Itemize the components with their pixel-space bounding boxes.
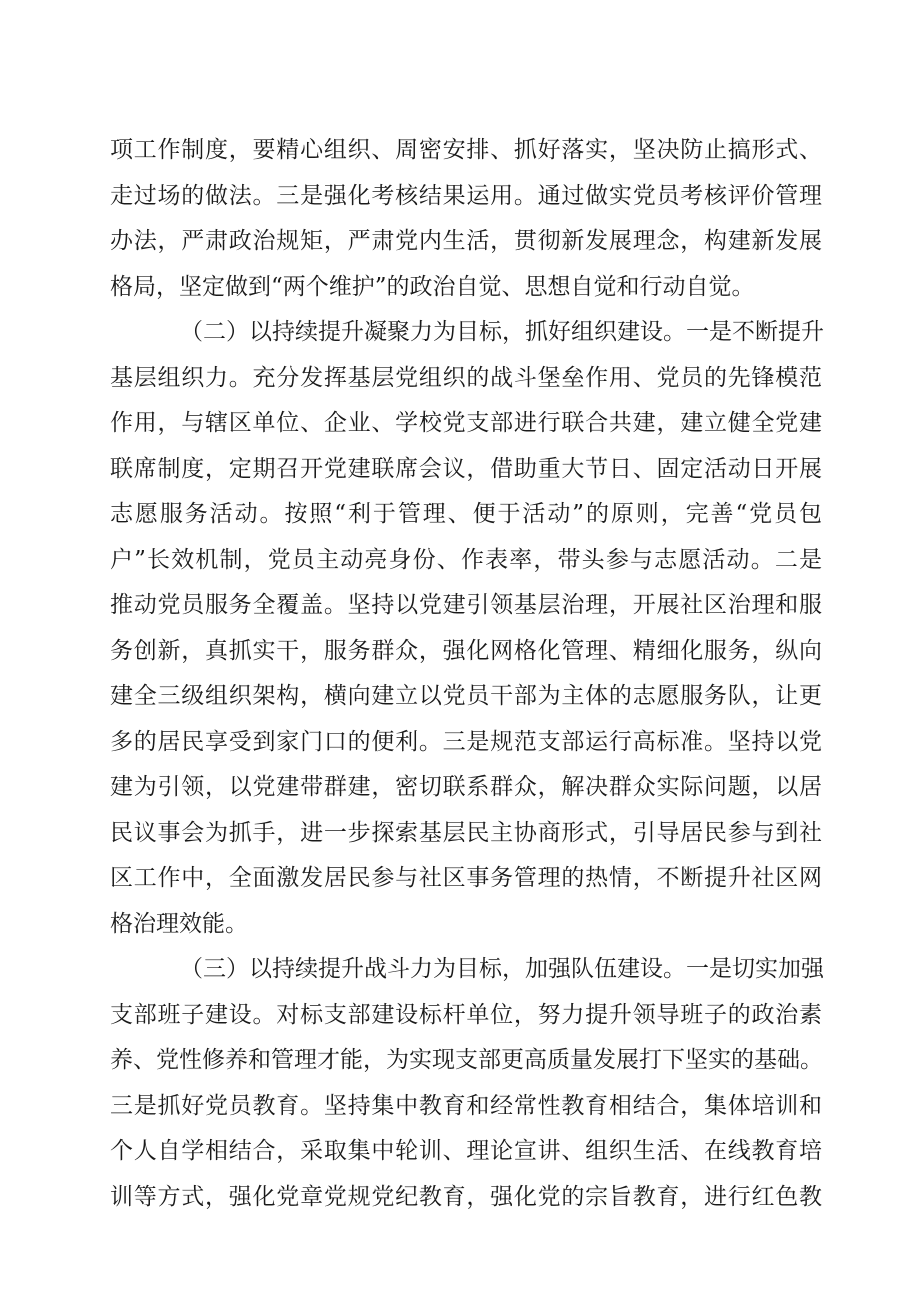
- text-line: 区工作中，全面激发居民参与社区事务管理的热情，不断提升社区网: [110, 865, 822, 891]
- text-line: 推动党员服务全覆盖。坚持以党建引领基层治理，开展社区治理和服: [110, 592, 822, 618]
- text-line: 志愿服务活动。按照“利于管理、便于活动”的原则，完善“党员包: [110, 501, 822, 527]
- text-line: 格局，坚定做到“两个维护”的政治自觉、思想自觉和行动自觉。: [110, 273, 755, 300]
- text-line: 作用，与辖区单位、企业、学校党支部进行联合共建，建立健全党建: [110, 410, 822, 436]
- text-line: 民议事会为抓手，进一步探索基层民主协商形式，引导居民参与到社: [110, 819, 822, 846]
- text-line: 办法，严肃政治规矩，严肃党内生活，贯彻新发展理念，构建新发展: [110, 228, 822, 254]
- text-line: 联席制度，定期召开党建联席会议，借助重大节日、固定活动日开展: [110, 455, 822, 482]
- text-line: 格治理效能。: [110, 910, 248, 937]
- text-line: 走过场的做法。三是强化考核结果运用。通过做实党员考核评价管理: [110, 182, 822, 209]
- text-line: 支部班子建设。对标支部建设标杆单位，努力提升领导班子的政治素: [110, 1001, 822, 1028]
- text-line: 建为引领，以党建带群建，密切联系群众，解决群众实际问题，以居: [110, 774, 822, 800]
- text-line: 个人自学相结合，采取集中轮训、理论宣讲、组织生活、在线教育培: [110, 1138, 822, 1164]
- text-line: 养、党性修养和管理才能，为实现支部更高质量发展打下坚实的基础。: [110, 1047, 823, 1073]
- body-text: [110, 128, 822, 1220]
- text-line: 多的居民享受到家门口的便利。三是规范支部运行高标准。坚持以党: [110, 728, 822, 755]
- text-line: 三是抓好党员教育。坚持集中教育和经常性教育相结合，集体培训和: [110, 1092, 822, 1119]
- paragraph-heading-line: （三）以持续提升战斗力为目标，加强队伍建设。一是切实加强: [180, 956, 824, 982]
- text-line: 务创新，真抓实干，服务群众，强化网格化管理、精细化服务，纵向: [110, 637, 822, 664]
- text-line: 建全三级组织架构，横向建立以党员干部为主体的志愿服务队，让更: [110, 683, 822, 709]
- text-line: 项工作制度，要精心组织、周密安排、抓好落实，坚决防止搞形式、: [110, 137, 822, 163]
- text-line: 训等方式，强化党章党规党纪教育，强化党的宗旨教育，进行红色教: [110, 1183, 822, 1210]
- text-line: 户”长效机制，党员主动亮身份、作表率，带头参与志愿活动。二是: [110, 546, 822, 573]
- paragraph-heading-line: （二）以持续提升凝聚力为目标，抓好组织建设。一是不断提升: [180, 319, 824, 345]
- text-line: 基层组织力。充分发挥基层党组织的战斗堡垒作用、党员的先锋模范: [110, 364, 822, 391]
